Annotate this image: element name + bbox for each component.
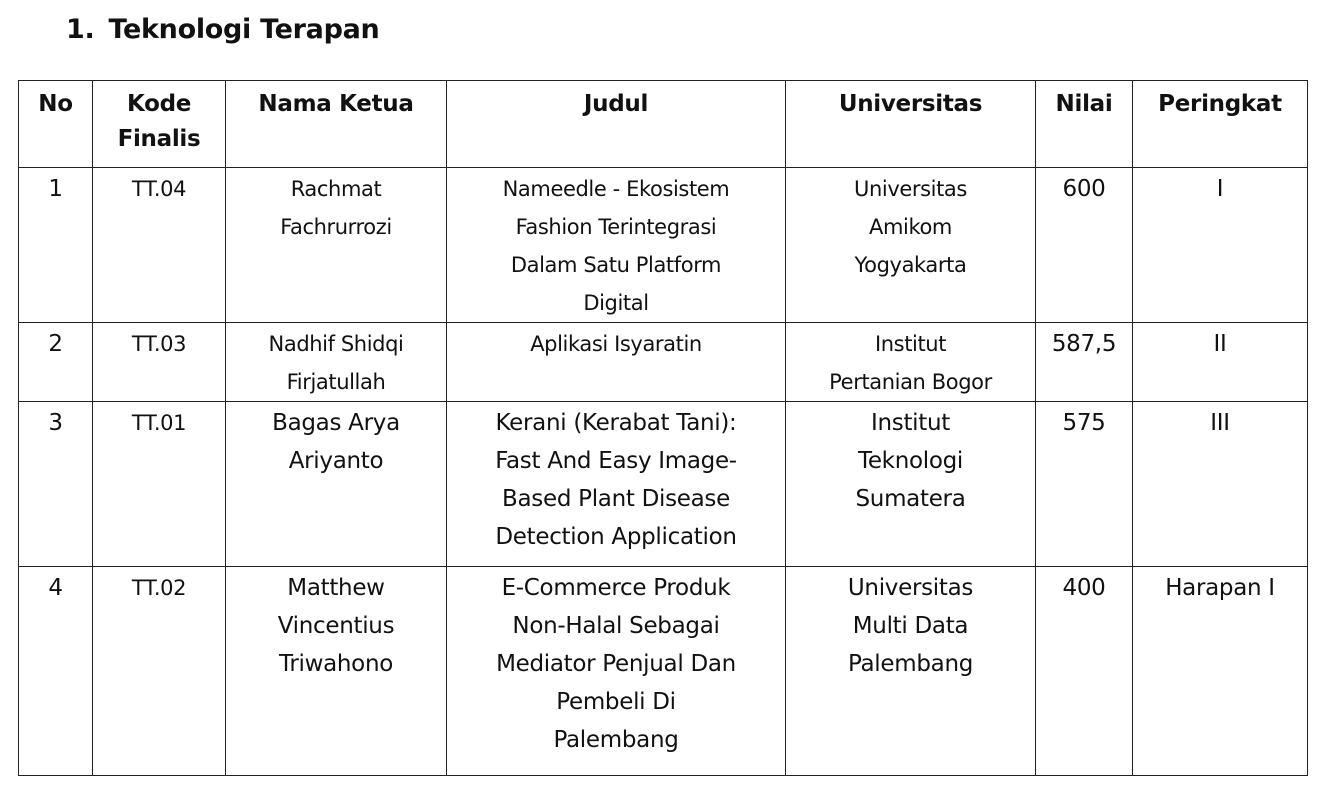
judul-line: Nameedle - Ekosistem bbox=[502, 177, 730, 201]
cell-nama bbox=[226, 168, 447, 323]
cell-peringkat: I bbox=[1133, 168, 1308, 323]
cell-peringkat: III bbox=[1133, 402, 1308, 567]
universitas-line: Multi Data bbox=[852, 613, 969, 639]
cell-judul bbox=[447, 323, 786, 402]
header-nama-ketua: Nama Ketua bbox=[226, 81, 447, 168]
judul-line: Detection Application bbox=[495, 524, 737, 550]
universitas-line: Institut bbox=[874, 332, 947, 356]
cell-nilai: 587,5 bbox=[1036, 323, 1133, 402]
section-number: 1. bbox=[66, 14, 95, 45]
header-kode-line1: Kode bbox=[126, 91, 192, 117]
header-peringkat: Peringkat bbox=[1133, 81, 1308, 168]
judul-line: Palembang bbox=[553, 727, 679, 753]
header-row bbox=[19, 81, 1308, 168]
header-kode-finalis bbox=[93, 81, 226, 168]
cell-nama bbox=[226, 323, 447, 402]
table-row bbox=[19, 567, 1308, 776]
cell-no: 1 bbox=[19, 168, 93, 323]
nama-line: Ariyanto bbox=[288, 448, 384, 474]
header-nilai: Nilai bbox=[1036, 81, 1133, 168]
universitas-line: Palembang bbox=[847, 651, 974, 677]
judul-line: E-Commerce Produk bbox=[501, 575, 731, 601]
nama-line: Triwahono bbox=[278, 651, 394, 677]
cell-universitas bbox=[786, 402, 1036, 567]
header-no: No bbox=[19, 81, 93, 168]
cell-kode: TT.02 bbox=[93, 567, 226, 776]
cell-kode: TT.01 bbox=[93, 402, 226, 567]
section-title: Teknologi Terapan bbox=[108, 14, 380, 45]
universitas-line: Sumatera bbox=[855, 486, 966, 512]
header-universitas: Universitas bbox=[786, 81, 1036, 168]
universitas-line: Teknologi bbox=[857, 448, 963, 474]
cell-peringkat: Harapan I bbox=[1133, 567, 1308, 776]
cell-nama bbox=[226, 402, 447, 567]
cell-peringkat: II bbox=[1133, 323, 1308, 402]
universitas-line: Yogyakarta bbox=[854, 253, 967, 277]
nama-line: Bagas Arya bbox=[272, 410, 400, 436]
nama-line: Rachmat bbox=[290, 177, 382, 201]
judul-line: Dalam Satu Platform bbox=[510, 253, 722, 277]
cell-judul bbox=[447, 168, 786, 323]
nama-line: Matthew bbox=[287, 575, 385, 601]
nama-line: Firjatullah bbox=[286, 370, 386, 394]
cell-no: 2 bbox=[19, 323, 93, 402]
universitas-line: Universitas bbox=[854, 177, 967, 201]
cell-nama bbox=[226, 567, 447, 776]
judul-line: Mediator Penjual Dan bbox=[496, 651, 736, 677]
universitas-line: Universitas bbox=[847, 575, 974, 601]
judul-line: Aplikasi Isyaratin bbox=[530, 332, 702, 356]
section-heading bbox=[66, 14, 379, 45]
header-kode-line2: Finalis bbox=[117, 126, 201, 152]
cell-kode: TT.03 bbox=[93, 323, 226, 402]
cell-universitas bbox=[786, 567, 1036, 776]
cell-no: 4 bbox=[19, 567, 93, 776]
header-judul: Judul bbox=[447, 81, 786, 168]
table-row bbox=[19, 402, 1308, 567]
cell-universitas bbox=[786, 168, 1036, 323]
cell-nilai: 400 bbox=[1036, 567, 1133, 776]
nama-line: Vincentius bbox=[277, 613, 395, 639]
judul-line: Non-Halal Sebagai bbox=[512, 613, 720, 639]
nama-line: Fachrurrozi bbox=[280, 215, 392, 239]
table-row bbox=[19, 323, 1308, 402]
universitas-line: Pertanian Bogor bbox=[829, 370, 992, 394]
judul-line: Fast And Easy Image- bbox=[495, 448, 737, 474]
table-row bbox=[19, 168, 1308, 323]
cell-judul bbox=[447, 567, 786, 776]
results-table bbox=[18, 80, 1308, 776]
nama-line: Nadhif Shidqi bbox=[268, 332, 404, 356]
judul-line: Pembeli Di bbox=[556, 689, 676, 715]
judul-line: Digital bbox=[583, 291, 649, 315]
universitas-line: Institut bbox=[871, 410, 950, 436]
judul-line: Fashion Terintegrasi bbox=[515, 215, 717, 239]
cell-kode: TT.04 bbox=[93, 168, 226, 323]
universitas-line: Amikom bbox=[869, 215, 952, 239]
judul-line: Based Plant Disease bbox=[502, 486, 730, 512]
judul-line: Kerani (Kerabat Tani): bbox=[495, 410, 737, 436]
cell-judul bbox=[447, 402, 786, 567]
cell-nilai: 575 bbox=[1036, 402, 1133, 567]
cell-universitas bbox=[786, 323, 1036, 402]
cell-nilai: 600 bbox=[1036, 168, 1133, 323]
cell-no: 3 bbox=[19, 402, 93, 567]
